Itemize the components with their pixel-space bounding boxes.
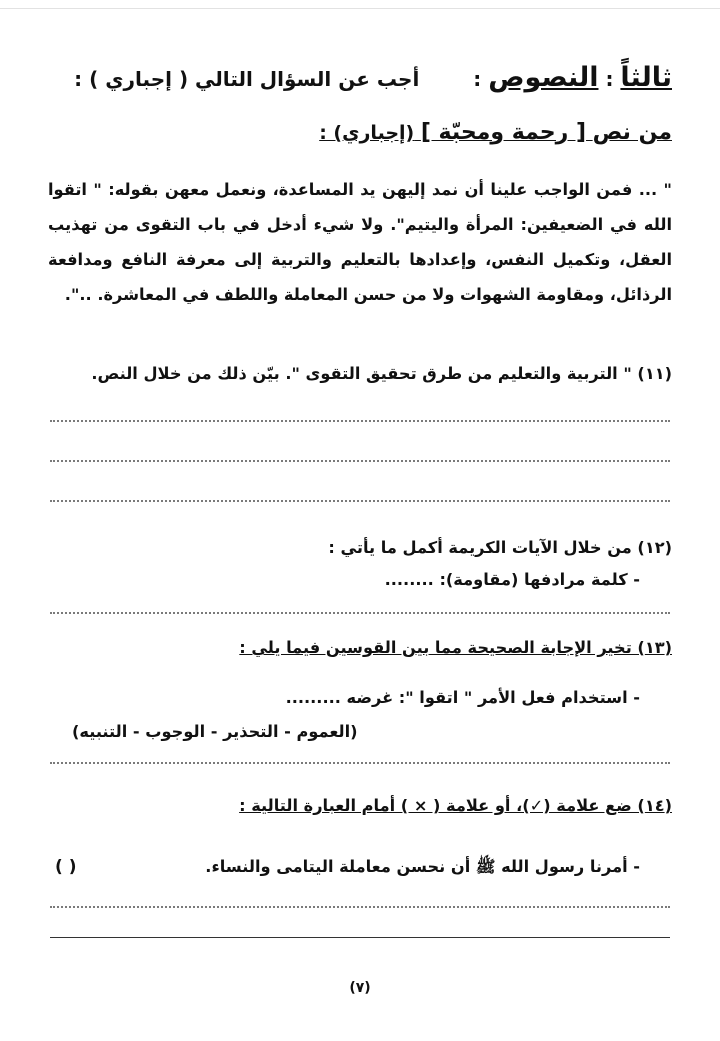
section-name: النصوص [488, 62, 599, 93]
section-colon-2: : [473, 67, 482, 91]
answer-line-11-1 [50, 420, 670, 422]
question-13-item: - استخدام فعل الأمر " اتقوا ": غرضه ......... [285, 688, 640, 707]
section-instruction: أجب عن السؤال التالي ( إجباري ) : [74, 67, 420, 91]
answer-line-11-3 [50, 500, 670, 502]
question-13: (١٣) تخير الإجابة الصحيحة مما بين القوسين فيما يلي : [239, 638, 672, 657]
text-heading-prefix: من نص [592, 120, 672, 145]
divider-line [50, 937, 670, 938]
passage-text: " ... فمن الواجب علينا أن نمد إليهن يد المساعدة، ونعمل معهن بقوله: " اتقوا الله في الضعيفين: المرأة واليتيم". ولا شيء أدخل في باب التقوى من تهذيب العقل، وتكميل النفس، وإعدادها بالتعليم والتربية إلى معرفة النافع ومدافعة الرذائل، ومقاومة الشهوات ولا من حسن المعاملة واللطف في المعاشرة. ..". [48, 180, 672, 304]
answer-line-14 [50, 906, 670, 908]
question-11: (١١) " التربية والتعليم من طرق تحقيق التقوى ". بيّن ذلك من خلال النص. [91, 364, 672, 383]
answer-box: ( ) [55, 857, 77, 877]
text-heading-suffix: (إجباري) : [319, 122, 415, 144]
answer-line-12 [50, 612, 670, 614]
question-14-item: - أمرنا رسول الله ﷺ أن نحسن معاملة اليتامى والنساء. [205, 857, 640, 876]
text-heading-title: [ رحمة ومحبّة ] [420, 120, 587, 145]
answer-line-11-2 [50, 460, 670, 462]
text-heading [319, 120, 672, 145]
question-12-item: - كلمة مرادفها (مقاومة): ........ [384, 570, 640, 589]
section-colon: : [605, 67, 614, 91]
top-border [0, 8, 720, 9]
section-label: ثالثاً [620, 62, 672, 93]
question-13-choices: (العموم - التحذير - الوجوب - التنبيه) [72, 722, 358, 741]
answer-line-13 [50, 762, 670, 764]
question-14: (١٤) ضع علامة (✓)، أو علامة ( × ) أمام العبارة التالية : [239, 796, 672, 815]
question-12: (١٢) من خلال الآيات الكريمة أكمل ما يأتي : [328, 538, 672, 557]
section-heading [74, 62, 672, 93]
page-number: (٧) [349, 980, 371, 996]
